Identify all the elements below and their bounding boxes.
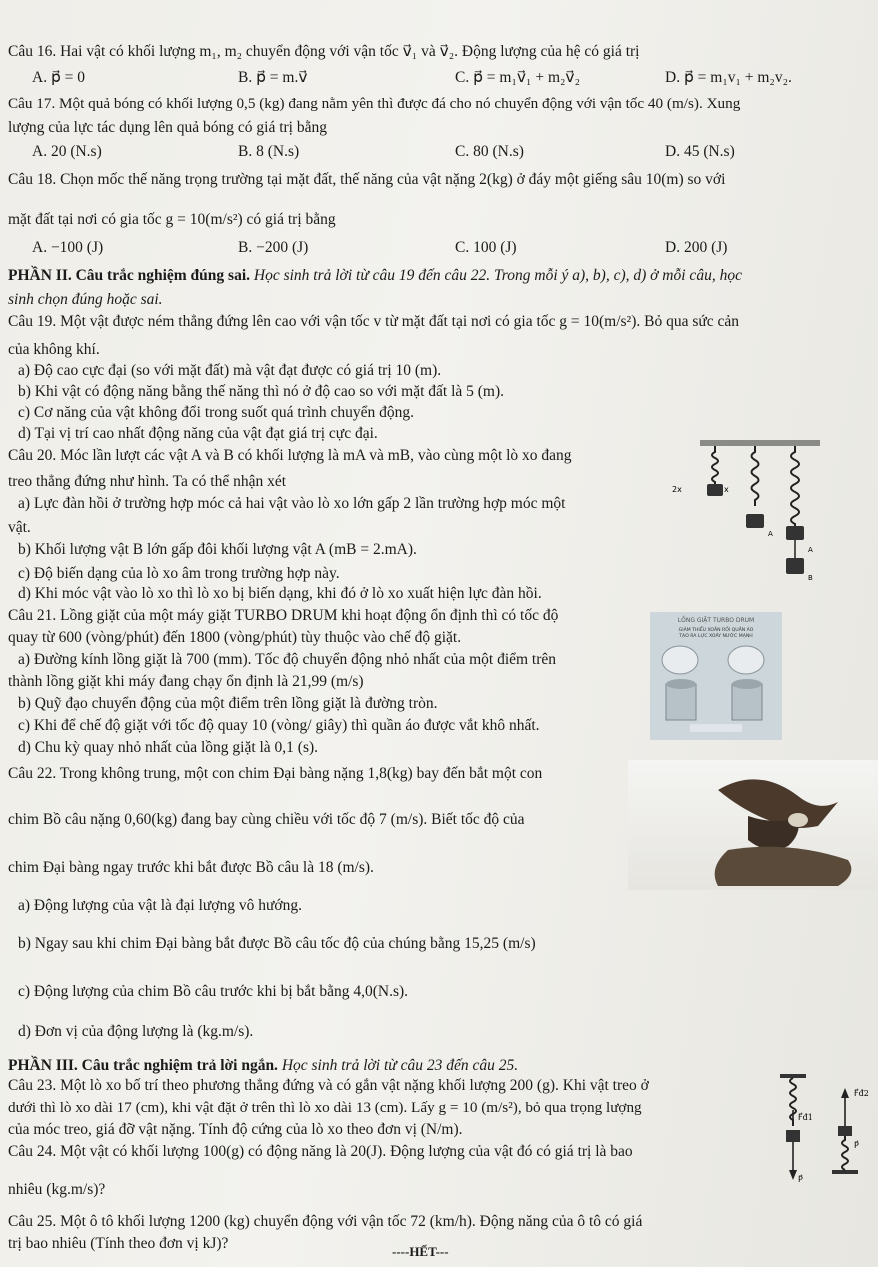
q18-option-c: C. 100 (J) — [455, 239, 517, 256]
q22-stem-line1: Câu 22. Trong không trung, một con chim Đại bàng nặng 1,8(kg) bay đến bắt một con — [8, 765, 543, 782]
part3-title: PHẦN III. Câu trắc nghiệm trả lời ngắn. — [8, 1057, 278, 1074]
q23-line3: của móc treo, giá đỡ vật nặng. Tính độ cứng của lò xo theo đơn vị (N/m). — [8, 1121, 463, 1138]
q19-statement-c: c) Cơ năng của vật không đổi trong suốt quá trình chuyển động. — [18, 404, 415, 421]
q17-option-c: C. 80 (N.s) — [455, 143, 524, 160]
q17-option-a: A. 20 (N.s) — [32, 143, 102, 160]
part3-heading — [8, 1056, 518, 1076]
q25-line1: Câu 25. Một ô tô khối lượng 1200 (kg) chuyển động với vận tốc 72 (km/h). Động năng của ô tô có giá — [8, 1213, 643, 1230]
part2-heading — [8, 266, 742, 286]
q23-line1: Câu 23. Một lò xo bố trí theo phương thẳng đứng và có gắn vật nặng khối lượng 200 (g). Khi vật treo ở — [8, 1077, 649, 1094]
q16-option-c: C. p⃗ = m₁v⃗₁ + m₂v⃗₂ — [455, 69, 580, 86]
q20-statement-c: c) Độ biến dạng của lò xo âm trong trường hợp này. — [18, 565, 340, 582]
q22-stem-line3: chim Đại bàng ngay trước khi bắt được Bồ câu là 18 (m/s). — [8, 859, 374, 876]
q21-statement-d: d) Chu kỳ quay nhỏ nhất của lồng giặt là 0,1 (s). — [18, 739, 319, 756]
q16-option-d: D. p⃗ = m₁v₁ + m₂v₂. — [665, 69, 792, 86]
q22-statement-c: c) Động lượng của chim Bồ câu trước khi bị bắt bằng 4,0(N.s). — [18, 983, 409, 1000]
q24-line1: Câu 24. Một vật có khối lượng 100(g) có động năng là 20(J). Động lượng của vật đó có giá trị là bao — [8, 1143, 633, 1160]
q18-option-d: D. 200 (J) — [665, 239, 728, 256]
q17-option-b: B. 8 (N.s) — [238, 143, 300, 160]
fig-label-b: B — [808, 574, 813, 582]
part2-title: PHẦN II. Câu trắc nghiệm đúng sai. — [8, 267, 250, 284]
q22-stem-line2: chim Bồ câu nặng 0,60(kg) đang bay cùng chiều với tốc độ 7 (m/s). Biết tốc độ của — [8, 811, 525, 828]
q16-option-b: B. p⃗ = m.v⃗ — [238, 69, 308, 86]
fig-label-x: x — [724, 485, 729, 494]
q18-option-b: B. −200 (J) — [238, 239, 309, 256]
spring-figure — [660, 440, 820, 590]
q20-stem-line2: treo thẳng đứng như hình. Ta có thể nhận xét — [8, 473, 287, 490]
q21-statement-a-line2: thành lồng giặt khi máy đang chạy ổn định là 21,99 (m/s) — [8, 673, 364, 690]
q22-statement-d: d) Đơn vị của động lượng là (kg.m/s). — [18, 1023, 254, 1040]
drum-fig-title: LỒNG GIẶT TURBO DRUM — [677, 617, 755, 624]
q21-statement-b: b) Quỹ đạo chuyển động của một điểm trên lồng giặt là đường tròn. — [18, 695, 438, 712]
fig-label-fd1: F⃗đ1 — [798, 1113, 813, 1122]
q19-statement-a: a) Độ cao cực đại (so với mặt đất) mà vật đạt được có giá trị 10 (m). — [18, 362, 442, 379]
part2-instruction-line1: Học sinh trả lời từ câu 19 đến câu 22. Trong mỗi ý a), b), c), d) ở mỗi câu, học — [250, 267, 742, 284]
fig-label-a2: A — [808, 546, 813, 554]
q24-line2: nhiêu (kg.m/s)? — [8, 1181, 106, 1198]
q25-line2: trị bao nhiêu (Tính theo đơn vị kJ)? — [8, 1235, 229, 1252]
q16-stem: Câu 16. Hai vật có khối lượng m₁, m₂ chuyển động với vận tốc v⃗₁ và v⃗₂. Động lượng của hệ có giá trị — [8, 43, 640, 60]
fig-label-p2: P⃗ — [854, 1141, 859, 1150]
q22-statement-a: a) Động lượng của vật là đại lượng vô hướng. — [18, 897, 302, 914]
q20-stem-line1: Câu 20. Móc lần lượt các vật A và B có khối lượng là mA và mB, vào cùng một lò xo đang — [8, 447, 572, 464]
q20-statement-d: d) Khi móc vật vào lò xo thì lò xo bị biến dạng, khi đó ở lò xo xuất hiện lực đàn hồi. — [18, 585, 542, 602]
q17-stem-line1: Câu 17. Một quả bóng có khối lượng 0,5 (kg) đang nằm yên thì được đá cho nó chuyển động với vận tốc 40 (m/s). Xung — [8, 95, 741, 112]
q16-option-a: A. p⃗ = 0 — [32, 69, 86, 86]
drum-fig-sub2: TẠO RA LỰC XOÁY NƯỚC MẠNH — [679, 634, 753, 639]
q21-statement-c: c) Khi để chế độ giặt với tốc độ quay 10 (vòng/ giây) thì quần áo được vắt khô nhất. — [18, 717, 540, 734]
fig-label-p1: P⃗ — [798, 1175, 803, 1184]
spring-force-figure — [770, 1070, 878, 1188]
eagle-photo — [628, 760, 878, 890]
q23-line2: dưới thì lò xo dài 17 (cm), khi vật đặt ở trên thì lò xo dài 13 (cm). Lấy g = 10 (m/s²), bỏ qua trọng lượng — [8, 1099, 642, 1116]
end-marker: ----HẾT--- — [392, 1244, 449, 1259]
fig-label-a1: A — [768, 530, 773, 538]
q19-statement-d: d) Tại vị trí cao nhất động năng của vật đạt giá trị cực đại. — [18, 425, 378, 442]
q17-stem-line2: lượng của lực tác dụng lên quả bóng có giá trị bằng — [8, 119, 327, 136]
q21-stem-line2: quay từ 600 (vòng/phút) đến 1800 (vòng/phút) tùy thuộc vào chế độ giặt. — [8, 629, 462, 646]
q22-statement-b: b) Ngay sau khi chim Đại bàng bắt được Bồ câu tốc độ của chúng bằng 15,25 (m/s) — [18, 935, 536, 952]
q18-stem-line2: mặt đất tại nơi có gia tốc g = 10(m/s²) có giá trị bằng — [8, 211, 336, 228]
part2-instruction-line2: sinh chọn đúng hoặc sai. — [8, 291, 163, 308]
q20-statement-a-line2: vật. — [8, 519, 31, 536]
q21-stem-line1: Câu 21. Lồng giặt của một máy giặt TURBO DRUM khi hoạt động ổn định thì có tốc độ — [8, 607, 559, 624]
fig-label-2x: 2x — [672, 485, 682, 494]
q20-statement-b: b) Khối lượng vật B lớn gấp đôi khối lượng vật A (mB = 2.mA). — [18, 541, 417, 558]
q18-option-a: A. −100 (J) — [32, 239, 104, 256]
drum-fig-sub1: GIẢM THIỂU XOẮN RỐI QUẦN ÁO — [678, 628, 754, 633]
q19-statement-b: b) Khi vật có động năng bằng thế năng thì nó ở độ cao so với mặt đất là 5 (m). — [18, 383, 505, 400]
part3-instruction: Học sinh trả lời từ câu 23 đến câu 25. — [277, 1057, 519, 1074]
q19-stem-line1: Câu 19. Một vật được ném thẳng đứng lên cao với vận tốc v từ mặt đất tại nơi có gia tốc g = 10(m/s²). Bỏ qua sức cản — [8, 313, 740, 330]
q19-stem-line2: của không khí. — [8, 341, 100, 358]
q18-stem-line1: Câu 18. Chọn mốc thế năng trọng trường tại mặt đất, thế năng của vật nặng 2(kg) ở đáy một giếng sâu 10(m) so với — [8, 171, 726, 188]
q20-statement-a-line1: a) Lực đàn hồi ở trường hợp móc cả hai vật vào lò xo lớn gấp 2 lần trường hợp móc một — [18, 495, 566, 512]
fig-label-fd2: F⃗đ2 — [854, 1089, 869, 1098]
q17-option-d: D. 45 (N.s) — [665, 143, 735, 160]
q21-statement-a-line1: a) Đường kính lồng giặt là 700 (mm). Tốc độ chuyển động nhỏ nhất của một điểm trên — [18, 651, 557, 668]
washing-drum-figure — [650, 612, 782, 740]
